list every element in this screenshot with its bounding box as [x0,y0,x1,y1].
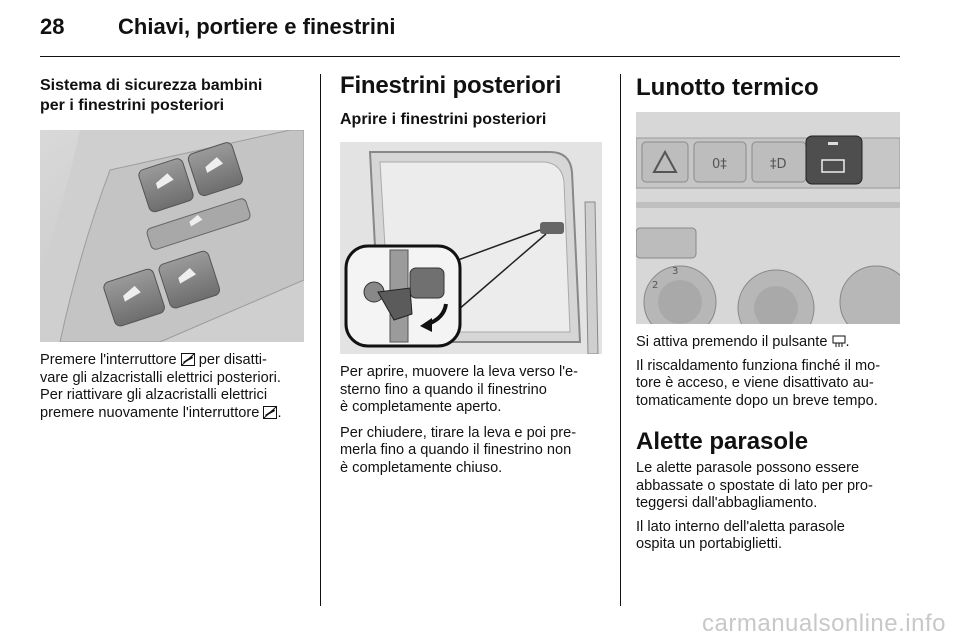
visor-text-line-5: ospita un portabiglietti. [636,536,783,552]
visor-text-line-3: teggersi dall'abbagliamento. [636,495,818,511]
section-title-sun-visors: Alette parasole [636,428,809,455]
open-text-line-3: è completamente aperto. [340,399,502,415]
section-heading-child-lock: Sistema di sicurezza bambini per i finestrini posteriori [40,77,263,114]
close-text-line-2: merla fino a quando il finestrino non [340,442,572,458]
window-lock-icon [263,406,277,419]
child-lock-text-line-2: vare gli alzacristalli elettrici posteriori. [40,369,281,386]
visor-text-line-4: Il lato interno dell'aletta parasole [636,518,845,535]
heater-text-line-4: tomaticamente dopo un breve tempo. [636,392,878,409]
svg-text:3: 3 [672,266,679,277]
window-lock-icon [181,353,195,366]
heater-text-line-3: tore è acceso, e viene disattivato au- [636,375,874,391]
column-divider-1 [320,74,321,606]
watermark: carmanualsonline.info [702,610,946,637]
svg-text:0‡: 0‡ [712,157,727,172]
visor-text-line-1: Le alette parasole possono essere [636,460,860,476]
subsection-title-open-rear-windows: Aprire i finestrini posteriori [340,111,547,128]
open-text-line-1: Per aprire, muovere la leva verso l'e- [340,364,579,380]
header-rule [40,56,900,57]
open-text-line-2: sterno fino a quando il finestrino [340,381,547,398]
close-text-line-1: Per chiudere, tirare la leva e poi pre- [340,424,577,441]
rear-window-lever-illustration [340,142,602,354]
child-lock-text-line-1: Premere l'interruttore per disatti- [40,352,267,368]
child-lock-text-line-3: Per riattivare gli alzacristalli elettrici [40,387,268,403]
column-1 [40,76,304,422]
section-title-rear-windows: Finestrini posteriori [340,72,562,99]
close-text-line-3: è completamente chiuso. [340,459,503,476]
heater-text-line-1: Si attiva premendo il pulsante . [636,334,850,350]
column-2 [340,72,602,477]
child-lock-text-line-4: premere nuovamente l'interruttore . [40,404,282,421]
window-switches-illustration [40,130,304,342]
section-title-rear-window-heater: Lunotto termico [636,74,819,101]
page-header-title: Chiavi, portiere e finestrini [118,14,396,39]
column-divider-2 [620,74,621,606]
heater-text-line-2: Il riscaldamento funziona finché il mo- [636,357,881,374]
dashboard-buttons-illustration [636,112,900,324]
column-3 [636,74,904,554]
rear-window-heater-icon [832,335,846,348]
visor-text-line-2: abbassate o spostate di lato per pro- [636,477,873,494]
svg-text:2: 2 [652,280,659,291]
svg-text:‡D: ‡D [770,157,787,172]
page-number: 28 [40,14,65,39]
